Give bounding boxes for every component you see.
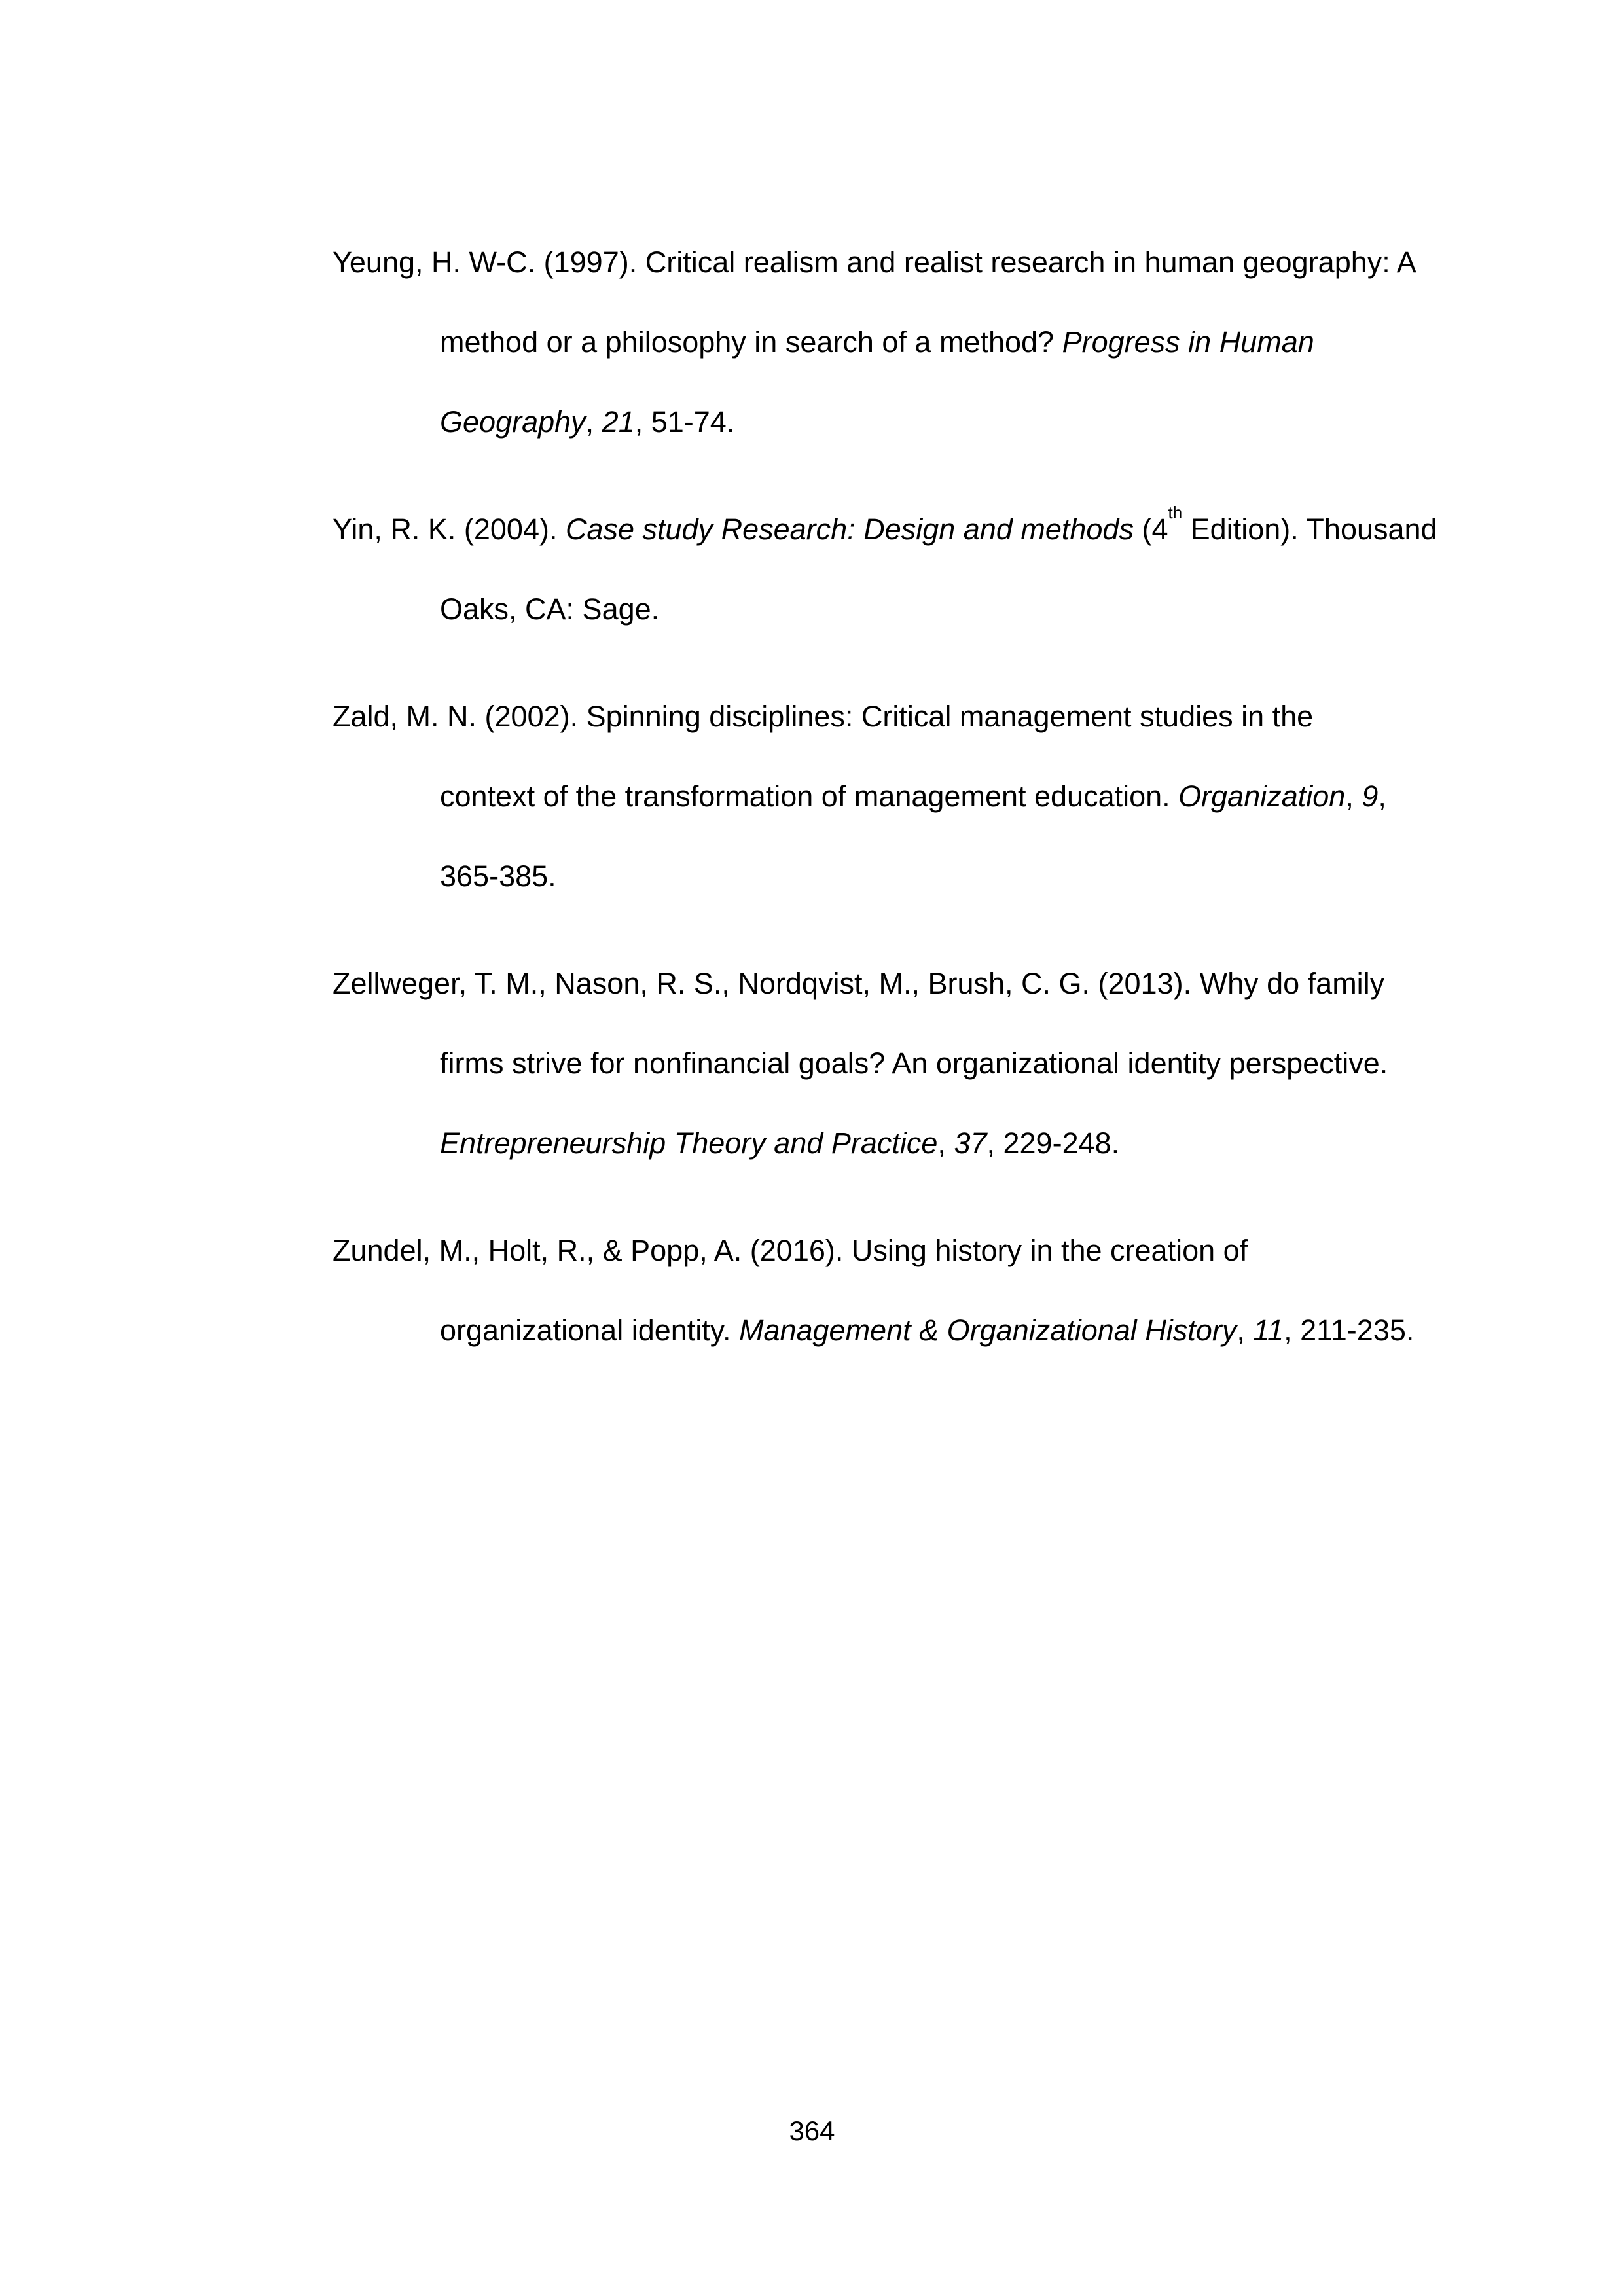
reference-text: Zellweger, T. M., Nason, R. S., Nordqvist, M., Brush, C. G. (2013). Why do family: [333, 967, 1385, 1000]
volume-number: 21: [602, 405, 635, 439]
reference-entry-zald: [333, 677, 1445, 916]
volume-number: 37: [954, 1126, 987, 1160]
reference-line: [333, 677, 1445, 757]
journal-title: Management & Organizational History: [738, 1314, 1237, 1347]
reference-line: [386, 1024, 1499, 1103]
superscript: th: [1168, 503, 1183, 522]
reference-text: ,: [1378, 780, 1386, 813]
volume-number: 11: [1253, 1314, 1284, 1347]
page-range: , 211-235.: [1284, 1314, 1415, 1347]
reference-line: [333, 490, 1445, 569]
reference-list: [333, 223, 1445, 1398]
reference-line: [333, 223, 1445, 302]
journal-title: Organization: [1178, 780, 1346, 813]
page-range: , 51-74.: [634, 405, 735, 439]
reference-line: [386, 836, 1499, 916]
reference-text: Zald, M. N. (2002). Spinning disciplines: Critical management studies in the: [333, 700, 1314, 733]
reference-text: ,: [1236, 1314, 1254, 1347]
reference-text: Edition). Thousand: [1182, 512, 1437, 546]
reference-line: [333, 944, 1445, 1024]
page-range: 365-385.: [440, 859, 556, 893]
page-number: 364: [789, 2115, 835, 2146]
page-range: , 229-248.: [986, 1126, 1120, 1160]
reference-entry-yin: [333, 490, 1445, 649]
reference-text: Yin, R. K. (2004).: [333, 512, 566, 546]
reference-line: [386, 569, 1499, 649]
reference-entry-zundel: [333, 1211, 1445, 1371]
reference-entry-zellweger: [333, 944, 1445, 1183]
reference-line: [386, 757, 1499, 836]
reference-text: context of the transformation of management education.: [440, 780, 1179, 813]
journal-title: Progress in Human: [1062, 325, 1314, 359]
reference-line: [386, 302, 1499, 382]
reference-line: [333, 1211, 1445, 1291]
reference-text: Zundel, M., Holt, R., & Popp, A. (2016). Using history in the creation of: [333, 1234, 1248, 1267]
journal-title: Geography: [440, 405, 586, 439]
reference-text: firms strive for nonfinancial goals? An organizational identity perspective.: [440, 1047, 1388, 1080]
reference-line: [386, 1103, 1499, 1183]
reference-text: ,: [1345, 780, 1362, 813]
reference-text: ,: [937, 1126, 954, 1160]
reference-entry-yeung: [333, 223, 1445, 462]
journal-title: Entrepreneurship Theory and Practice: [440, 1126, 938, 1160]
reference-text: Oaks, CA: Sage.: [440, 592, 660, 626]
reference-line: [386, 1291, 1499, 1371]
reference-line: [386, 382, 1499, 462]
reference-text: organizational identity.: [440, 1314, 739, 1347]
reference-text: (4: [1133, 512, 1168, 546]
reference-text: ,: [585, 405, 602, 439]
book-title: Case study Research: Design and methods: [565, 512, 1134, 546]
reference-text: Yeung, H. W-C. (1997). Critical realism and realist research in human geography: A: [333, 245, 1416, 279]
volume-number: 9: [1362, 780, 1379, 813]
reference-text: method or a philosophy in search of a method?: [440, 325, 1062, 359]
